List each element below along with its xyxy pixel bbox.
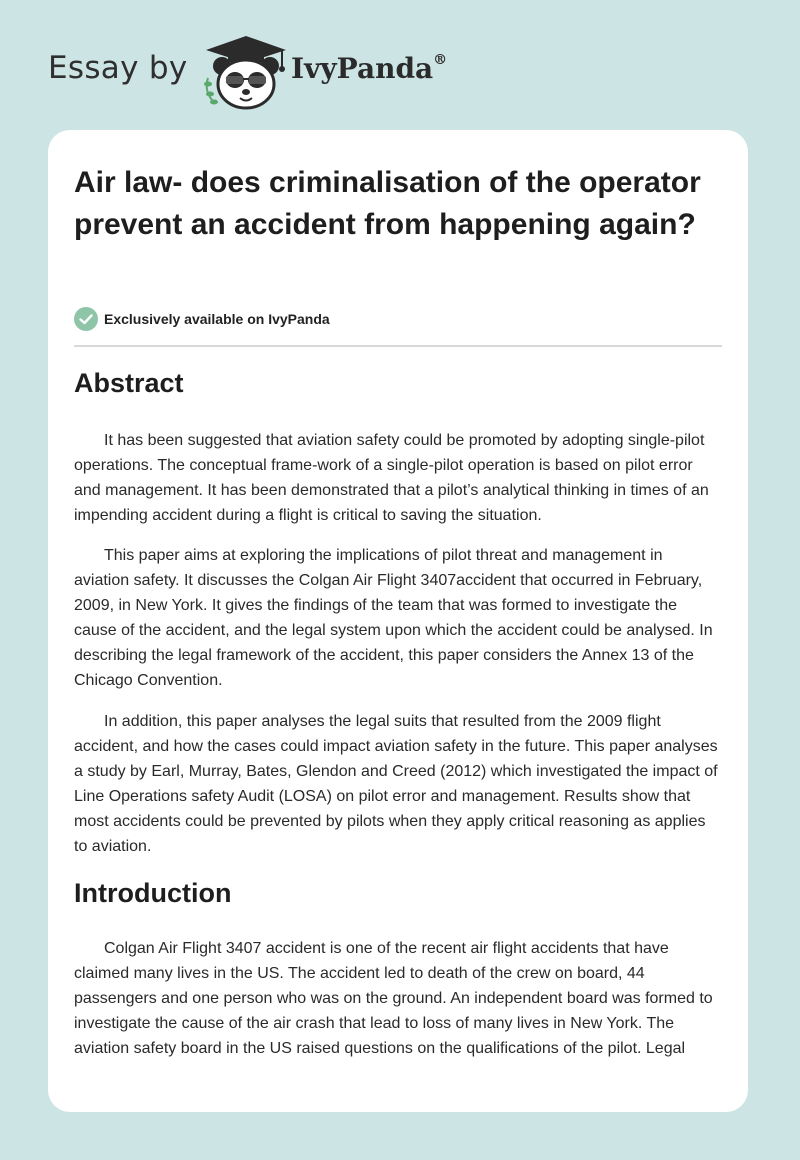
paragraph: Colgan Air Flight 3407 accident is one of the recent air flight accidents that have claimed many lives in the US. The accident led to death of the crew on board, 44 passengers and one person who was on the ground. An independent board was formed to investigate the cause of the air crash that lead to loss of many lives in New York. The aviation safety board in the US raised questions on the qualifications of the pilot. Legal [74, 940, 713, 1057]
title-divider [74, 345, 722, 347]
essay-by-label: Essay by [48, 50, 188, 86]
paragraph: In addition, this paper analyses the legal suits that resulted from the 2009 flight accident, and how the cases could impact aviation safety in the future. This paper analyses a study by Earl, Murray, Bates, Glendon and Creed (2012) which investigated the impact of Line Operations safety Audit (LOSA) on pilot error and management. Results show that most accidents could be prevented by pilots when they apply critical reasoning as applies to aviation. [74, 713, 718, 855]
paragraph: It has been suggested that aviation safety could be promoted by adopting single-pilot operations. The conceptual frame-work of a single-pilot operation is based on pilot error and management. It has been demonstrated that a pilot’s analytical thinking in times of an impending accident during a flight is critical to saving the situation. [74, 432, 709, 524]
essay-title: Air law- does criminalisation of the operator prevent an accident from happening again? [74, 166, 701, 241]
check-circle-icon [74, 307, 98, 331]
essay-card [48, 130, 748, 1112]
section-heading-introduction: Introduction [74, 878, 232, 908]
panda-logo-icon[interactable] [202, 34, 290, 110]
section-heading-abstract: Abstract [74, 368, 184, 398]
brand-name[interactable]: IvyPanda® [291, 51, 448, 85]
badge-label: Exclusively available on IvyPanda [104, 311, 330, 327]
site-header [48, 34, 548, 114]
exclusive-badge [74, 306, 330, 332]
paragraph: This paper aims at exploring the implications of pilot threat and management in aviation safety. It discusses the Colgan Air Flight 3407accident that occurred in February, 2009, in New York. It gives the findings of the team that was formed to investigate the cause of the accident, and the legal system upon which the accident could be analysed. In describing the legal framework of the accident, this paper considers the Annex 13 of the Chicago Convention. [74, 547, 713, 689]
